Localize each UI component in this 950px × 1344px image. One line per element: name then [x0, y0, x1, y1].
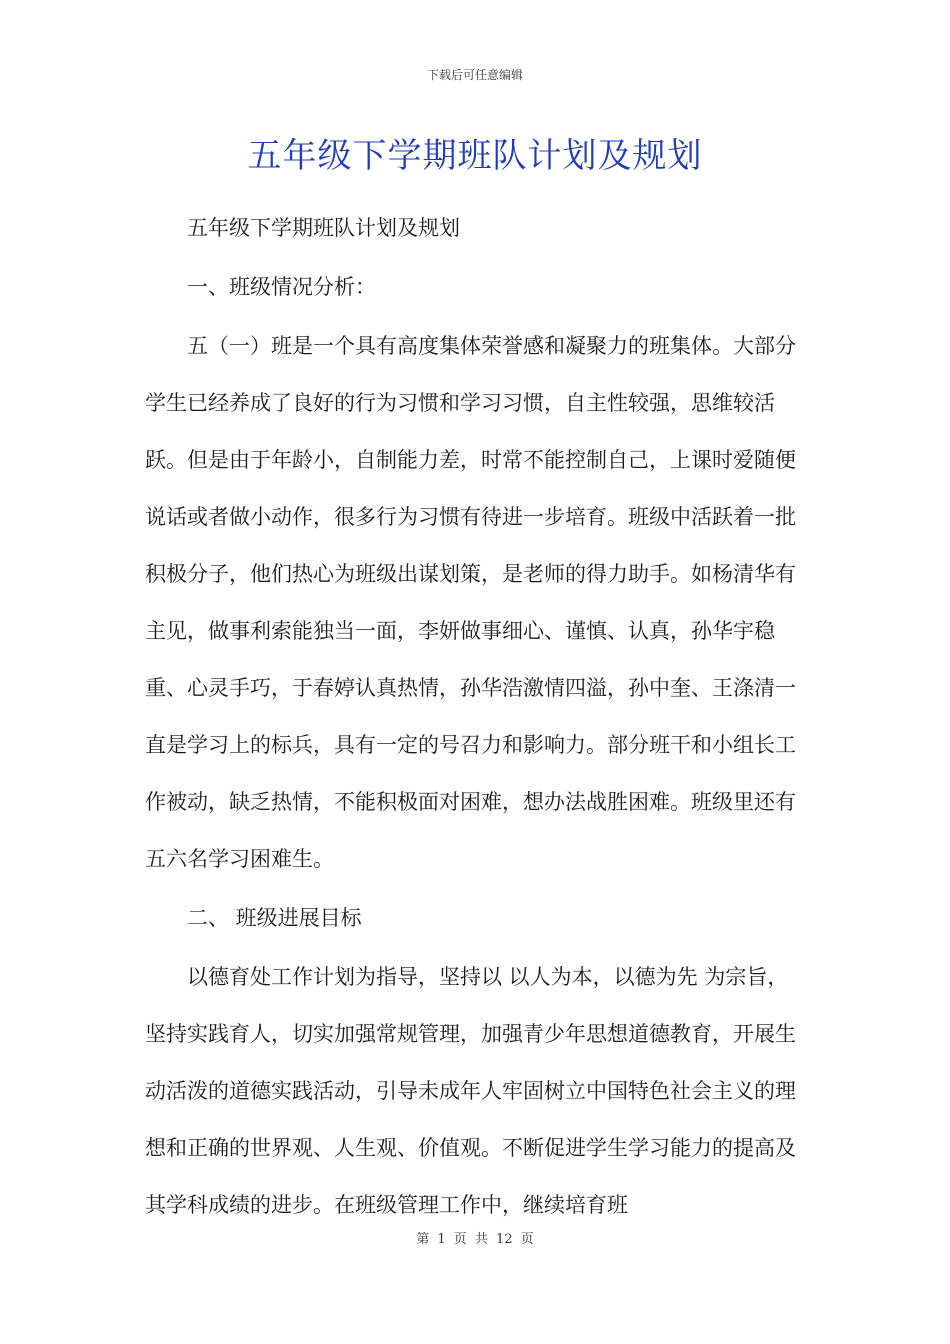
paragraph-subtitle: 五年级下学期班队计划及规划 — [187, 216, 460, 240]
document-body — [145, 200, 807, 1236]
paragraph-goals: 以德育处工作计划为指导，坚持以 以人为本，以德为先 为宗旨，坚持实践育人，切实加强常规管理，加强青少年思想道德教育，开展生动活泼的道德实践活动，引导未成年人牢固树立中国特色社会主义的理想和正确的世界观、人生观、价值观。不断促进学生学习能力的提高及其学科成绩的进步。在班级管理工作中，继续培育班 — [145, 965, 796, 1217]
section-heading-1: 一、班级情况分析： — [187, 275, 376, 299]
paragraph-class-analysis: 五（一）班是一个具有高度集体荣誉感和凝聚力的班集体。大部分学生已经养成了良好的行为习惯和学习习惯，自主性较强，思维较活跃。但是由于年龄小，自制能力差，时常不能控制自己，上课时爱随便说话或者做小动作，很多行为习惯有待进一步培育。班级中活跃着一批积极分子，他们热心为班级出谋划策，是老师的得力助手。如杨清华有主见，做事利索能独当一面，李妍做事细心、谨慎、认真，孙华宇稳重、心灵手巧，于春婷认真热情，孙华浩激情四溢，孙中奎、王涤清一直是学习上的标兵，具有一定的号召力和影响力。部分班干和小组长工作被动，缺乏热情，不能积极面对困难，想办法战胜困难。班级里还有五六名学习困难生。 — [145, 334, 796, 871]
document-title: 五年级下学期班队计划及规划 — [247, 136, 703, 176]
section-heading-2: 二、 班级进展目标 — [187, 906, 362, 930]
header-note: 下载后可任意编辑 — [426, 68, 523, 82]
page-number-footer: 第 1 页 共 12 页 — [416, 1232, 534, 1247]
